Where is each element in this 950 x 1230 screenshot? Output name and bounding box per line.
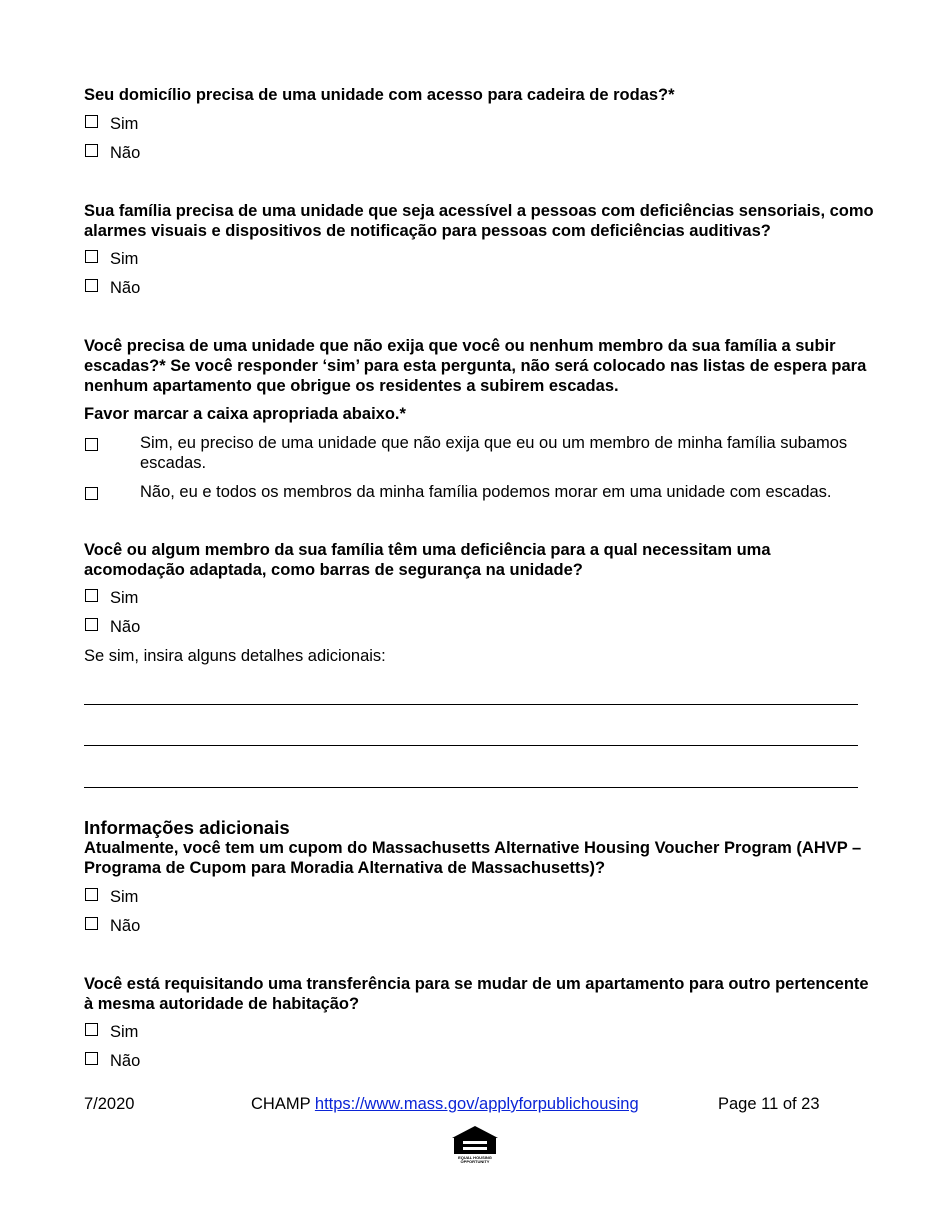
question-ahvp: Atualmente, você tem um cupom do Massachusetts Alternative Housing Voucher Program (AHVP – Programa de Cupom para Moradia Alternativa de Massachusetts)? <box>84 839 862 877</box>
option-transfer-yes[interactable]: Sim <box>84 1022 138 1042</box>
checkbox[interactable] <box>85 917 98 930</box>
logo-text: EQUAL HOUSING OPPORTUNITY <box>458 1155 492 1164</box>
option-stairs-yes[interactable]: Sim, eu preciso de uma unidade que não exija que eu ou um membro de minha família subamos escadas. <box>84 433 874 473</box>
question-stairs: Você precisa de uma unidade que não exija que você ou nenhum membro da sua família a subir escadas?* Se você responder ‘sim’ para esta pergunta, não será colocado nas listas de espera para nenhum apartamento que obrigue os residentes a subirem escadas. <box>84 337 867 395</box>
checkbox[interactable] <box>85 487 98 500</box>
question-accommodation: Você ou algum membro da sua família têm uma deficiência para a qual necessitam uma acomodação adaptada, como barras de segurança na unidade? <box>84 541 771 579</box>
details-line-1[interactable] <box>84 704 858 705</box>
option-accommodation-no[interactable]: Não <box>84 617 140 637</box>
footer-page-number: Page 11 of 23 <box>718 1095 820 1113</box>
option-ahvp-no[interactable]: Não <box>84 916 140 936</box>
checkbox[interactable] <box>85 1023 98 1036</box>
option-accommodation-yes[interactable]: Sim <box>84 588 138 608</box>
section-title-additional: Informações adicionais <box>84 817 290 838</box>
option-ahvp-yes[interactable]: Sim <box>84 887 138 907</box>
option-sensory-no[interactable]: Não <box>84 278 140 298</box>
question-transfer: Você está requisitando uma transferência para se mudar de um apartamento para outro pertencente à mesma autoridade de habitação? <box>84 975 869 1013</box>
stairs-instruction: Favor marcar a caixa apropriada abaixo.* <box>84 405 406 423</box>
checkbox[interactable] <box>85 888 98 901</box>
footer-program: CHAMP <box>251 1095 311 1113</box>
option-wheelchair-yes[interactable]: Sim <box>84 114 138 134</box>
footer-center <box>251 1094 639 1114</box>
checkbox[interactable] <box>85 618 98 631</box>
option-sensory-yes[interactable]: Sim <box>84 249 138 269</box>
details-line-2[interactable] <box>84 745 858 746</box>
footer-link[interactable]: https://www.mass.gov/applyforpublichousing <box>314 1095 639 1113</box>
checkbox[interactable] <box>85 279 98 292</box>
option-wheelchair-no[interactable]: Não <box>84 143 140 163</box>
checkbox[interactable] <box>85 589 98 602</box>
option-transfer-no[interactable]: Não <box>84 1051 140 1071</box>
checkbox[interactable] <box>85 438 98 451</box>
checkbox[interactable] <box>85 250 98 263</box>
checkbox[interactable] <box>85 144 98 157</box>
checkbox[interactable] <box>85 1052 98 1065</box>
question-wheelchair: Seu domicílio precisa de uma unidade com acesso para cadeira de rodas?* <box>84 86 675 104</box>
details-line-3[interactable] <box>84 787 858 788</box>
question-sensory: Sua família precisa de uma unidade que seja acessível a pessoas com deficiências sensoriais, como alarmes visuais e dispositivos de notificação para pessoas com deficiências auditivas? <box>84 202 874 240</box>
option-stairs-no[interactable]: Não, eu e todos os membros da minha família podemos morar em uma unidade com escadas. <box>84 482 874 502</box>
footer-date: 7/2020 <box>84 1095 135 1113</box>
checkbox[interactable] <box>85 115 98 128</box>
equal-housing-logo-icon <box>450 1124 500 1166</box>
details-prompt: Se sim, insira alguns detalhes adicionais: <box>84 647 386 665</box>
